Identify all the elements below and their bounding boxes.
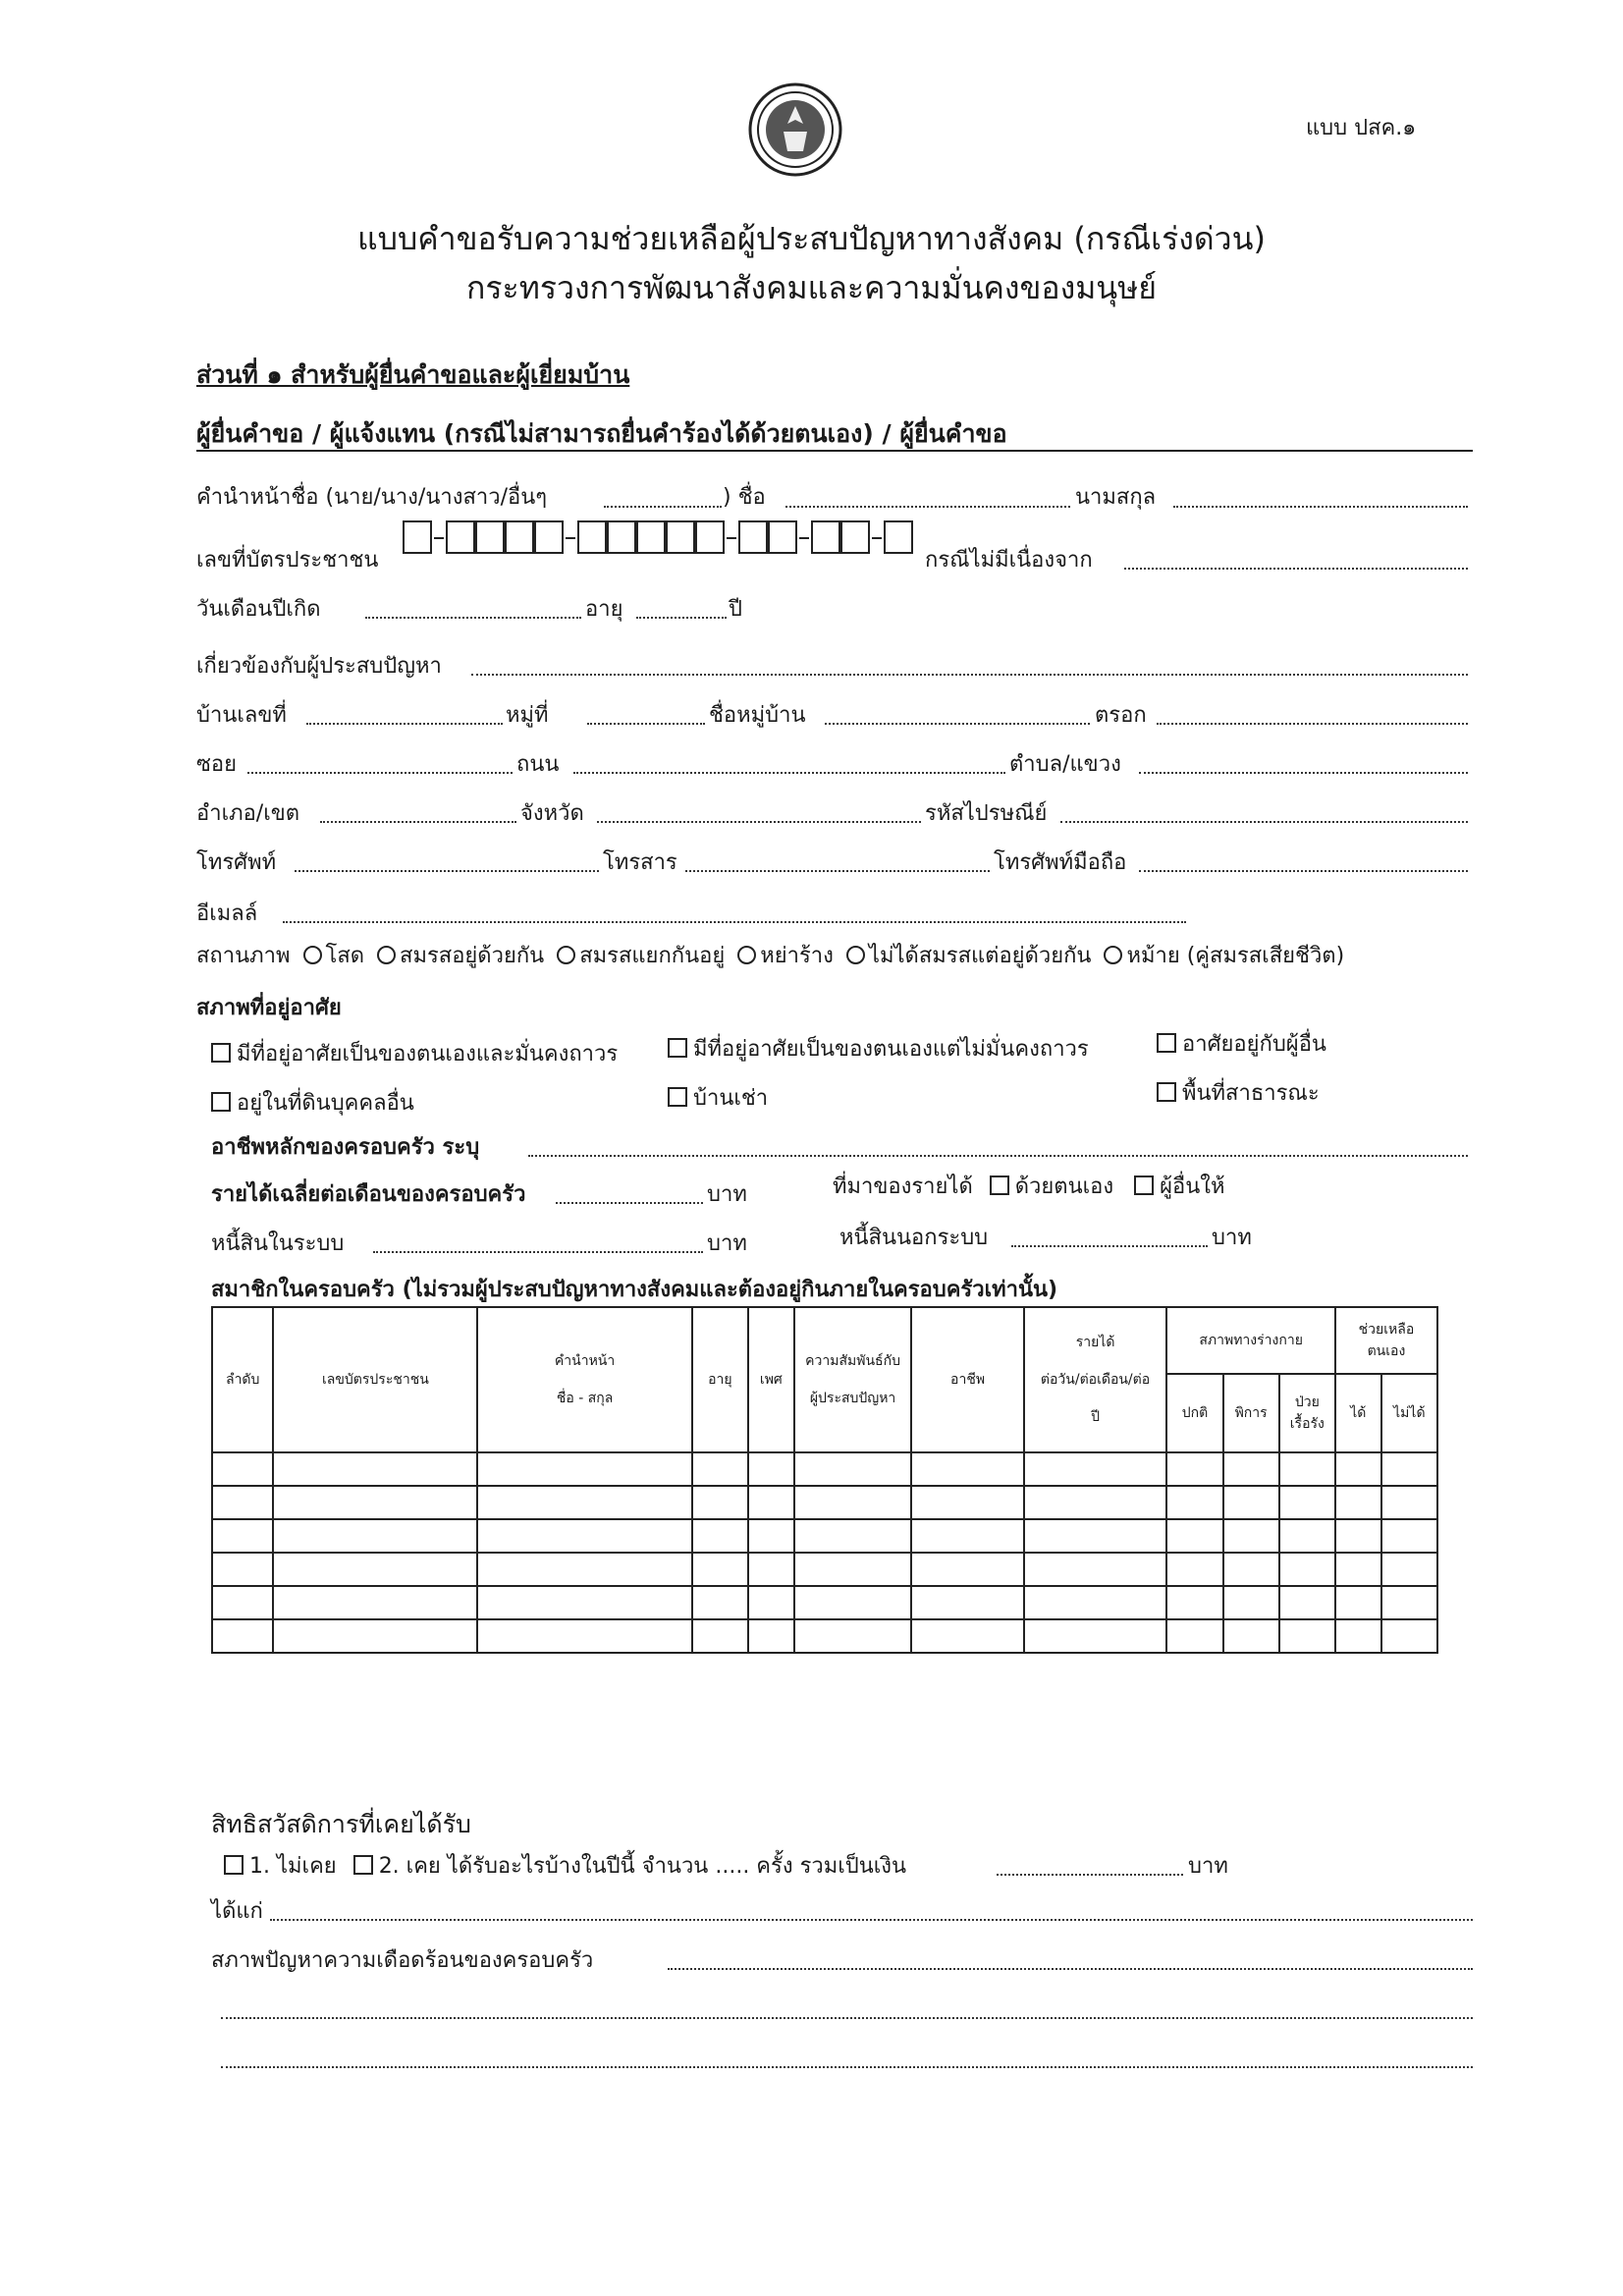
- debt-out-unit: บาท: [1212, 1226, 1252, 1250]
- housing-option-own-stable: มีที่อยู่อาศัยเป็นของตนเองและมั่นคงถาวร: [211, 1036, 618, 1070]
- form-title: แบบคำขอรับความช่วยเหลือผู้ประสบปัญหาทางสังคม (กรณีเร่งด่วน): [357, 220, 1266, 257]
- col-health-ill-header: ป่วย เรื้อรัง: [1279, 1374, 1335, 1452]
- postcode-label: รหัสไปรษณีย์: [925, 801, 1048, 826]
- welfare-received-checkbox[interactable]: [353, 1855, 373, 1875]
- family-members-table: [211, 1306, 1438, 1654]
- debt-in-unit: บาท: [707, 1231, 747, 1256]
- welfare-never-checkbox[interactable]: [224, 1855, 243, 1875]
- marital-radio-widowed[interactable]: [1104, 946, 1122, 964]
- road-field[interactable]: [573, 772, 1005, 774]
- table-row[interactable]: [212, 1452, 1437, 1486]
- problem-field-line-1[interactable]: [668, 1968, 1473, 1970]
- alley-label: ตรอก: [1095, 703, 1147, 728]
- col-id-header: เลขบัตรประชาชน: [273, 1307, 477, 1452]
- col-age-header: อายุ: [692, 1307, 748, 1452]
- welfare-options: [224, 1848, 906, 1883]
- table-row[interactable]: [212, 1586, 1437, 1619]
- housing-option-others-land: อยู่ในที่ดินบุคคลอื่น: [211, 1085, 414, 1120]
- income-source-self-checkbox[interactable]: [990, 1175, 1009, 1195]
- welfare-amount-field[interactable]: [997, 1874, 1183, 1876]
- village-label: ชื่อหมู่บ้าน: [709, 703, 806, 728]
- prefix-label: คำนำหน้าชื่อ (นาย/นาง/นางสาว/อื่นๆ: [196, 485, 548, 510]
- name-label: ) ชื่อ: [723, 485, 766, 510]
- surname-field[interactable]: [1173, 506, 1468, 508]
- table-row[interactable]: [212, 1619, 1437, 1653]
- housing-checkbox-others-land[interactable]: [211, 1092, 231, 1112]
- housing-option-own-unstable: มีที่อยู่อาศัยเป็นของตนเองแต่ไม่มั่นคงถาวร: [668, 1031, 1089, 1066]
- soi-field[interactable]: [247, 772, 513, 774]
- housing-option-public: พื้นที่สาธารณะ: [1157, 1075, 1320, 1110]
- marital-radio-cohabiting[interactable]: [846, 946, 865, 964]
- income-source-others-checkbox[interactable]: [1134, 1175, 1154, 1195]
- birth-date-field[interactable]: [365, 617, 581, 619]
- section-heading: ส่วนที่ ๑ สำหรับผู้ยื่นคำขอและผู้เยี่ยมบ้าน: [196, 360, 630, 389]
- fax-field[interactable]: [685, 870, 990, 872]
- marital-option-married: สมรสอยู่ด้วยกัน: [400, 944, 545, 968]
- province-field[interactable]: [597, 821, 921, 823]
- relation-label: เกี่ยวข้องกับผู้ประสบปัญหา: [196, 654, 442, 679]
- marital-status-group: [196, 938, 1344, 972]
- income-field[interactable]: [556, 1202, 703, 1204]
- marital-radio-divorced[interactable]: [737, 946, 756, 964]
- income-unit: บาท: [707, 1182, 747, 1207]
- mobile-field[interactable]: [1139, 870, 1468, 872]
- subdistrict-field[interactable]: [1139, 772, 1468, 774]
- postcode-field[interactable]: [1060, 821, 1468, 823]
- marital-option-divorced: หย่าร้าง: [760, 944, 834, 968]
- phone-label: โทรศัพท์: [196, 850, 277, 875]
- road-label: ถนน: [516, 752, 560, 777]
- prefix-field[interactable]: [604, 506, 722, 508]
- ministry-name: กระทรวงการพัฒนาสังคมและความมั่นคงของมนุษย์: [465, 269, 1158, 306]
- moo-field[interactable]: [587, 723, 705, 725]
- no-id-reason-label: กรณีไม่มีเนื่องจาก: [925, 548, 1093, 573]
- occupation-field[interactable]: [528, 1155, 1468, 1157]
- col-self-yes-header: ได้: [1335, 1374, 1381, 1452]
- phone-field[interactable]: [295, 870, 599, 872]
- col-health-normal-header: ปกติ: [1166, 1374, 1222, 1452]
- housing-checkbox-own-stable[interactable]: [211, 1043, 231, 1063]
- alley-field[interactable]: [1157, 723, 1468, 725]
- welfare-received-from-field[interactable]: [270, 1919, 1473, 1921]
- form-code: แบบ ปสค.๑: [1306, 116, 1417, 140]
- col-self-help-header: ช่วยเหลือ ตนเอง: [1335, 1307, 1437, 1374]
- housing-checkbox-public[interactable]: [1157, 1082, 1176, 1102]
- income-source-others-label: ผู้อื่นให้: [1160, 1175, 1225, 1199]
- surname-label: นามสกุล: [1075, 485, 1157, 510]
- table-row[interactable]: [212, 1486, 1437, 1519]
- applicant-heading: ผู้ยื่นคำขอ / ผู้แจ้งแทน (กรณีไม่สามารถยื่นคำร้องได้ด้วยตนเอง) / ผู้ยื่นคำขอ: [196, 419, 1007, 448]
- problem-heading: สภาพปัญหาความเดือดร้อนของครอบครัว: [211, 1948, 594, 1973]
- table-row[interactable]: [212, 1553, 1437, 1586]
- house-no-field[interactable]: [306, 723, 503, 725]
- income-source-label: ที่มาของรายได้: [833, 1175, 973, 1199]
- province-label: จังหวัด: [520, 801, 584, 826]
- marital-label: สถานภาพ: [196, 944, 291, 968]
- district-field[interactable]: [320, 821, 516, 823]
- age-field[interactable]: [636, 617, 727, 619]
- col-self-no-header: ไม่ได้: [1381, 1374, 1437, 1452]
- marital-radio-married[interactable]: [377, 946, 396, 964]
- problem-field-line-2[interactable]: [221, 2017, 1473, 2019]
- marital-option-single: โสด: [325, 944, 365, 968]
- email-field[interactable]: [283, 921, 1186, 923]
- section-divider: [196, 450, 1473, 452]
- occupation-label: อาชีพหลักของครอบครัว ระบุ: [211, 1135, 480, 1160]
- col-relation-header: ความสัมพันธ์กับ ผู้ประสบปัญหา: [794, 1307, 912, 1452]
- mobile-label: โทรศัพท์มือถือ: [994, 850, 1127, 875]
- marital-option-cohabiting: ไม่ได้สมรสแต่อยู่ด้วยกัน: [868, 944, 1092, 968]
- house-no-label: บ้านเลขที่: [196, 703, 287, 728]
- id-card-label: เลขที่บัตรประชาชน: [196, 548, 379, 573]
- village-field[interactable]: [825, 723, 1090, 725]
- col-name-header: คำนำหน้า ชื่อ - สกุล: [477, 1307, 691, 1452]
- subdistrict-label: ตำบล/แขวง: [1009, 752, 1121, 777]
- moo-label: หมู่ที่: [506, 703, 549, 728]
- fax-label: โทรสาร: [603, 850, 677, 875]
- debt-out-label: หนี้สินนอกระบบ: [839, 1226, 989, 1250]
- name-field[interactable]: [785, 506, 1070, 508]
- welfare-never-label: 1. ไม่เคย: [249, 1854, 337, 1879]
- district-label: อำเภอ/เขต: [196, 801, 300, 826]
- marital-radio-single[interactable]: [303, 946, 322, 964]
- debt-out-field[interactable]: [1011, 1245, 1208, 1247]
- housing-label: สภาพที่อยู่อาศัย: [196, 996, 342, 1020]
- email-label: อีเมลล์: [196, 902, 258, 926]
- welfare-received-from-label: ได้แก่: [211, 1899, 263, 1924]
- housing-checkbox-rental[interactable]: [668, 1087, 687, 1107]
- ministry-seal-emblem: [746, 81, 844, 179]
- col-no-header: ลำดับ: [212, 1307, 273, 1452]
- income-source-self-label: ด้วยตนเอง: [1014, 1175, 1114, 1199]
- welfare-amount-unit: บาท: [1188, 1854, 1228, 1879]
- welfare-heading: สิทธิสวัสดิการที่เคยได้รับ: [211, 1810, 471, 1838]
- table-row[interactable]: [212, 1519, 1437, 1553]
- col-income-header: รายได้ ต่อวัน/ต่อเดือน/ต่อ ปี: [1024, 1307, 1167, 1452]
- col-sex-header: เพศ: [748, 1307, 794, 1452]
- col-health-header: สภาพทางร่างกาย: [1166, 1307, 1335, 1374]
- birth-date-label: วันเดือนปีเกิด: [196, 597, 321, 622]
- marital-option-widowed: หม้าย (คู่สมรสเสียชีวิต): [1126, 944, 1345, 968]
- problem-field-line-3[interactable]: [221, 2066, 1473, 2068]
- marital-option-separated: สมรสแยกกันอยู่: [579, 944, 726, 968]
- debt-in-label: หนี้สินในระบบ: [211, 1231, 345, 1256]
- housing-option-with-others: อาศัยอยู่กับผู้อื่น: [1157, 1026, 1326, 1061]
- age-unit: ปี: [729, 597, 742, 622]
- housing-option-rental: บ้านเช่า: [668, 1080, 768, 1115]
- debt-in-field[interactable]: [373, 1251, 703, 1253]
- income-source-group: [833, 1169, 1225, 1203]
- col-health-disabled-header: พิการ: [1223, 1374, 1279, 1452]
- welfare-received-label: 2. เคย ได้รับอะไรบ้างในปีนี้ จำนวน ..... ครั้ง รวมเป็นเงิน: [378, 1854, 907, 1879]
- income-label: รายได้เฉลี่ยต่อเดือนของครอบครัว: [211, 1182, 526, 1207]
- soi-label: ซอย: [196, 752, 238, 777]
- housing-checkbox-with-others[interactable]: [1157, 1033, 1176, 1053]
- family-members-heading: สมาชิกในครอบครัว (ไม่รวมผู้ประสบปัญหาทางสังคมและต้องอยู่กินภายในครอบครัวเท่านั้น): [211, 1278, 1058, 1302]
- age-label: อายุ: [585, 597, 623, 622]
- housing-checkbox-own-unstable[interactable]: [668, 1038, 687, 1058]
- marital-radio-separated[interactable]: [557, 946, 575, 964]
- col-job-header: อาชีพ: [911, 1307, 1023, 1452]
- relation-field[interactable]: [471, 674, 1468, 676]
- no-id-reason-field[interactable]: [1124, 568, 1468, 570]
